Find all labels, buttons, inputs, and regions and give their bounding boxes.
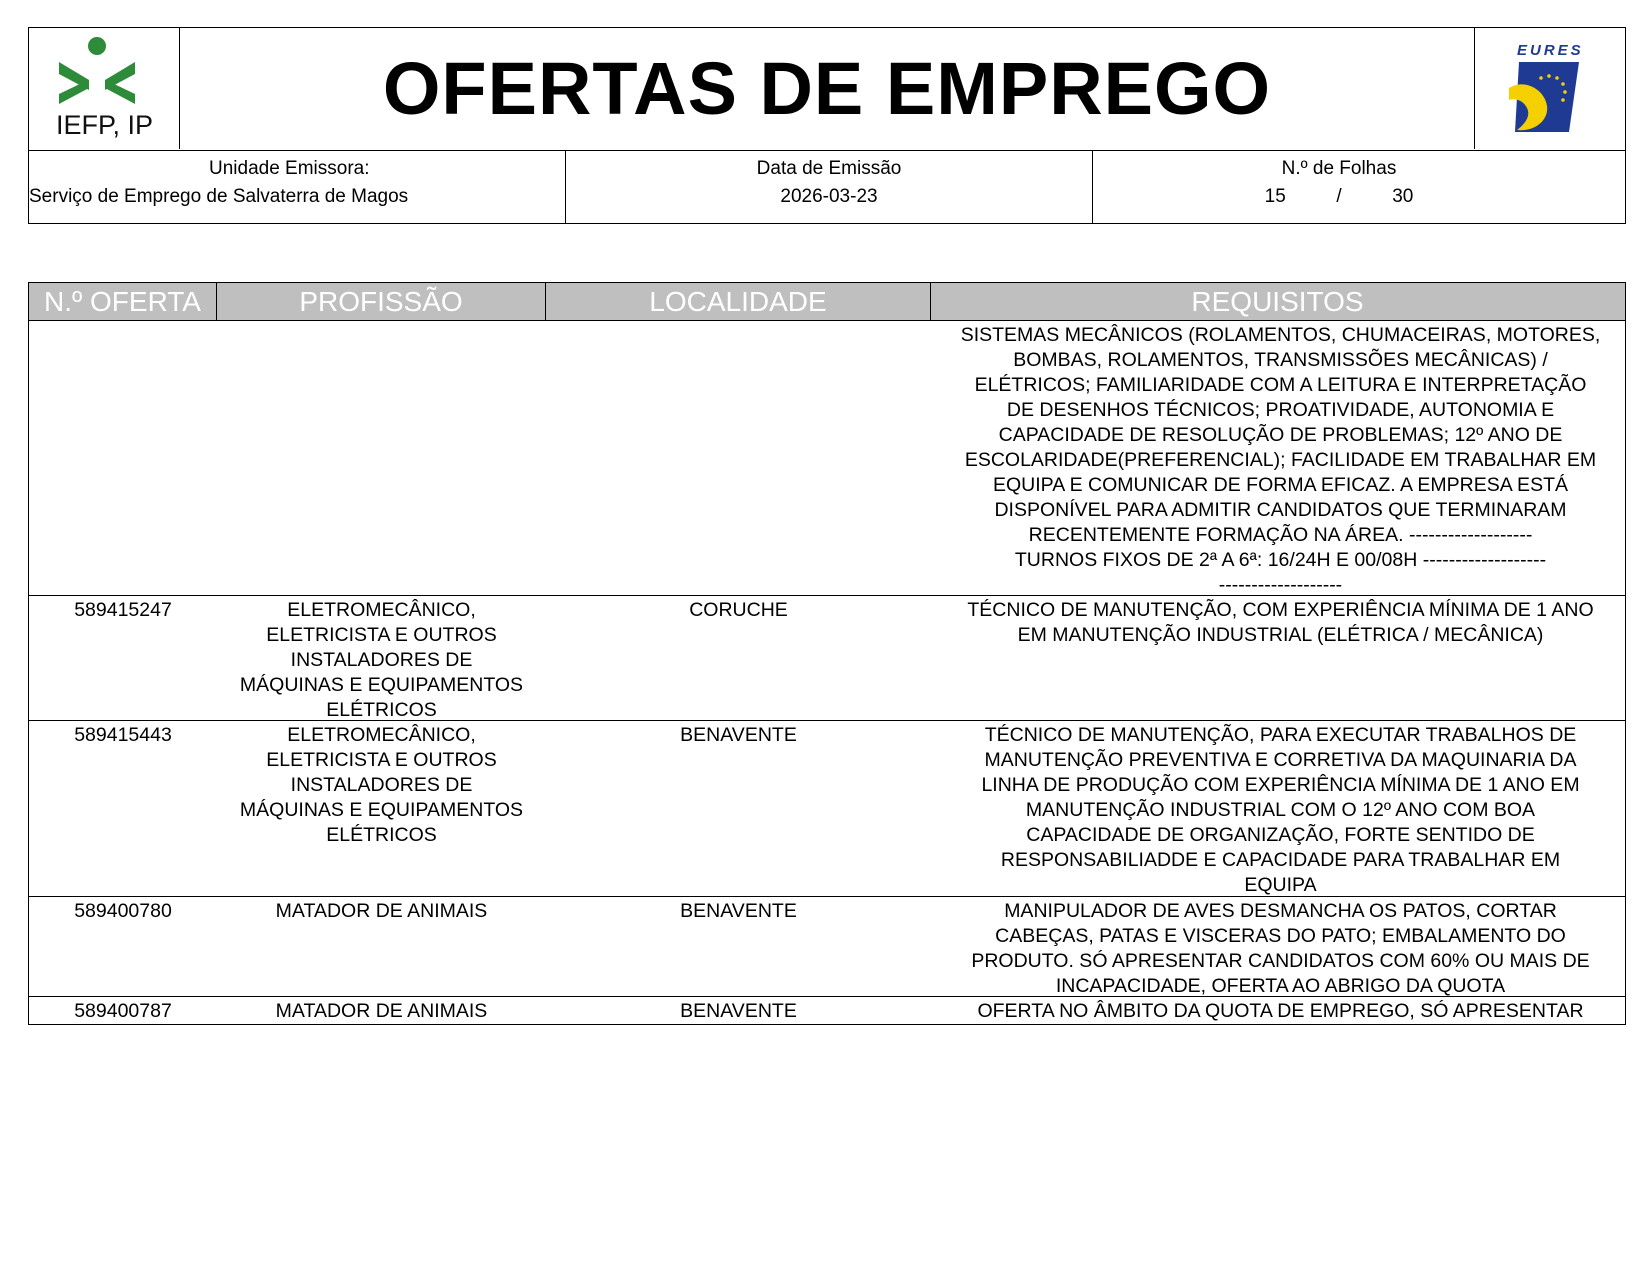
cell-requisitos: OFERTA NO ÂMBITO DA QUOTA DE EMPREGO, SÓ APRESENTAR xyxy=(977,1000,1584,1022)
cell-oferta: 589400780 xyxy=(74,900,172,922)
cell-oferta: 589415247 xyxy=(74,599,172,621)
cell-profissao: MATADOR DE ANIMAIS xyxy=(275,1000,488,1022)
job-offers-table xyxy=(28,282,1626,1025)
cell-requisitos: TÉCNICO DE MANUTENÇÃO, PARA EXECUTAR TRABALHOS DE MANUTENÇÃO PREVENTIVA E CORRETIVA DA MAQUINARIA DA LINHA DE PRODUÇÃO COM EXPERIÊNCIA MÍNIMA DE 1 ANO EM MANUTENÇÃO INDUSTRIAL COM O 12º ANO COM BOA CAPACIDADE DE ORGANIZAÇÃO, FORTE SENTIDO DE RESPONSABILIADDE E CAPACIDADE PARA TRABALHAR EM EQUIPA xyxy=(981,724,1580,896)
cell-profissao: ELETROMECÂNICO, ELETRICISTA E OUTROS INSTALADORES DE MÁQUINAS E EQUIPAMENTOS ELÉTRICOS xyxy=(239,724,524,846)
unidade-emissora-value: Serviço de Emprego de Salvaterra de Magos xyxy=(29,186,409,207)
cell-requisitos: MANIPULADOR DE AVES DESMANCHA OS PATOS, CORTAR CABEÇAS, PATAS E VISCERAS DO PATO; EMBALAMENTO DO PRODUTO. SÓ APRESENTAR CANDIDATOS COM 60% OU MAIS DE INCAPACIDADE, OFERTA AO ABRIGO DA QUOTA xyxy=(971,900,1590,996)
data-emissao-label: Data de Emissão xyxy=(756,158,902,179)
table-row xyxy=(29,997,1625,1024)
eures-logo xyxy=(1474,28,1625,149)
cell-requisitos: TÉCNICO DE MANUTENÇÃO, COM EXPERIÊNCIA MÍNIMA DE 1 ANO EM MANUTENÇÃO INDUSTRIAL (ELÉTRICA / MECÂNICA) xyxy=(967,599,1594,646)
data-emissao-value: 2026-03-23 xyxy=(780,186,878,207)
table-row xyxy=(29,897,1625,997)
cell-localidade xyxy=(546,321,931,595)
column-header-requisitos: REQUISITOS xyxy=(1191,286,1364,317)
numero-folhas-value xyxy=(1053,186,1625,208)
table-header xyxy=(29,283,1625,321)
numero-folhas-label: N.º de Folhas xyxy=(1281,158,1397,179)
cell-oferta xyxy=(29,321,217,595)
table-row xyxy=(29,321,1625,596)
cell-oferta: 589400787 xyxy=(74,1000,172,1022)
numero-folhas-cell xyxy=(1093,151,1625,223)
cell-localidade: BENAVENTE xyxy=(680,900,797,922)
folhas-current: 15 xyxy=(1264,186,1286,207)
document-header xyxy=(28,27,1626,224)
unidade-emissora-cell xyxy=(29,151,566,223)
cell-profissao: ELETROMECÂNICO, ELETRICISTA E OUTROS INSTALADORES DE MÁQUINAS E EQUIPAMENTOS ELÉTRICOS xyxy=(239,599,524,720)
eures-logo-icon xyxy=(1475,28,1624,149)
cell-oferta: 589415443 xyxy=(74,724,172,746)
cell-localidade: BENAVENTE xyxy=(680,1000,797,1022)
column-header-localidade: LOCALIDADE xyxy=(546,283,931,320)
header-top-row xyxy=(29,28,1625,151)
page-title: OFERTAS DE EMPREGO xyxy=(382,47,1272,130)
column-header-profissao: PROFISSÃO xyxy=(217,283,546,320)
cell-localidade: CORUCHE xyxy=(689,599,788,621)
cell-profissao xyxy=(217,321,546,595)
header-info-row xyxy=(29,151,1625,223)
table-row xyxy=(29,596,1625,721)
folhas-separator: / xyxy=(1336,186,1342,207)
data-emissao-cell xyxy=(566,151,1093,223)
iefp-logo-text: IEFP, IP xyxy=(56,110,154,140)
cell-requisitos: SISTEMAS MECÂNICOS (ROLAMENTOS, CHUMACEIRAS, MOTORES, BOMBAS, ROLAMENTOS, TRANSMISSÕES MECÂNICAS) / ELÉTRICOS; FAMILIARIDADE COM A LEITURA E INTERPRETAÇÃO DE DESENHOS TÉCNICOS; PROATIVIDADE, AUTONOMIA E CAPACIDADE DE RESOLUÇÃO DE PROBLEMAS; 12º ANO DE ESCOLARIDADE(PREFERENCIAL); FACILIDADE EM TRABALHAR EM EQUIPA E COMUNICAR DE FORMA EFICAZ. A EMPRESA ESTÁ DISPONÍVEL PARA ADMITIR CANDIDATOS QUE TERMINARAM RECENTEMENTE FORMAÇÃO NA ÁREA. ------------------- TURNOS FIXOS DE 2ª A 6ª: 16/24H E 00/08H ------------------- ------------------- xyxy=(960,324,1601,595)
eures-logo-text: EURES xyxy=(1517,42,1584,59)
cell-profissao: MATADOR DE ANIMAIS xyxy=(275,900,488,922)
column-header-oferta: N.º OFERTA xyxy=(29,283,217,320)
folhas-total: 30 xyxy=(1392,186,1414,207)
unidade-emissora-label: Unidade Emissora: xyxy=(209,158,370,179)
iefp-logo xyxy=(29,28,180,149)
table-row xyxy=(29,721,1625,897)
cell-localidade: BENAVENTE xyxy=(680,724,797,746)
